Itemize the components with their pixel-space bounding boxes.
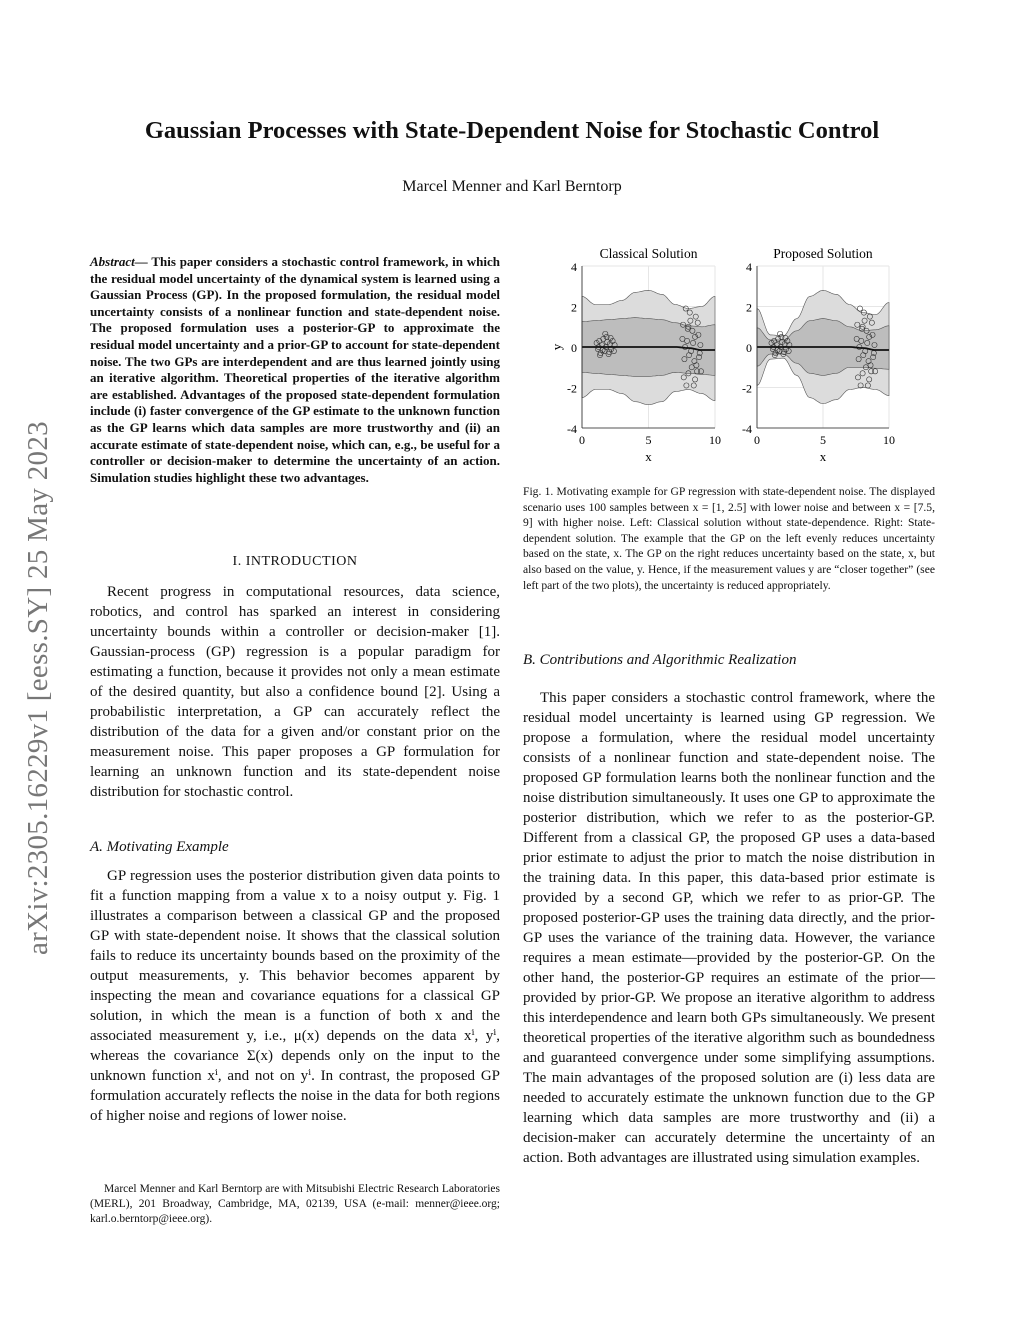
y-tick-label: -2 bbox=[567, 381, 577, 396]
plot-title: Proposed Solution bbox=[773, 246, 873, 261]
y-tick-label: -2 bbox=[742, 381, 752, 396]
motivating-example-paragraph: GP regression uses the posterior distribution given data points to fit a function mapping from a value x to a noisy output y. Fig. 1 illustrates a comparison between a classical GP and the proposed GP with state-dependent noise. It shows that the classical solution fails to reduce its uncertainty bounds based on the proximity of the output measurements, y. This behavior becomes apparent by inspecting the mean and covariance equations for a classical GP solution, in which the mean is a function of both x and the associated measurement y, i.e., μ(x) depends on the data xⁱ, yⁱ, whereas the covariance Σ(x) depends only on the input to the unknown function xⁱ, and not on yⁱ. In contrast, the proposed GP formulation accurately reflects the noise in the data for both regions of higher noise and regions of lower noise. bbox=[90, 868, 500, 1124]
x-tick-label: 10 bbox=[883, 433, 895, 447]
plot-panel-2 bbox=[742, 246, 895, 464]
abstract-text: This paper considers a stochastic control framework, in which the residual model uncertainty of the dynamical system is learned using a Gaussian Process (GP). In the proposed formulation, the residual model uncertainty consists of a nonlinear function and state-dependent noise. The proposed formulation uses a posterior-GP to approximate the residual model uncertainty and a prior-GP to account for state-dependent noise. The two GPs are interdependent and are thus learned jointly using an iterative algorithm. Theoretical properties of the iterative algorithm are established. Advantages of the proposed state-dependent formulation include (i) faster convergence of the GP estimate to the unknown function as the GP learns which data samples are more trustworthy and (ii) an accurate estimate of state-dependent noise, which can, e.g., be useful for a controller or decision-maker to determine the uncertainty of an action. Simulation studies highlight these two advantages. bbox=[90, 254, 500, 485]
y-tick-label: 4 bbox=[571, 260, 577, 274]
abstract-label: Abstract— bbox=[90, 254, 148, 269]
y-tick-label: -4 bbox=[567, 422, 577, 436]
x-tick-label: 0 bbox=[579, 433, 585, 447]
footnote: Marcel Menner and Karl Berntorp are with Mitsubishi Electric Research Laboratories (MERL), 201 Broadway, Cambridge, MA, 02139, USA (e-mail: menner@ieee.org; karl.o.berntorp@ieee.org). bbox=[90, 1183, 500, 1225]
y-tick-label: 2 bbox=[746, 300, 752, 315]
y-axis-label: y bbox=[549, 343, 564, 351]
subsection-heading-motivating-example: A. Motivating Example bbox=[90, 839, 229, 855]
y-tick-label: 0 bbox=[571, 341, 577, 355]
arxiv-identifier: arXiv:2305.16229v1 [eess.SY] 25 May 2023 bbox=[22, 421, 54, 955]
x-tick-label: 10 bbox=[709, 433, 721, 447]
figure-1 bbox=[530, 240, 920, 470]
x-tick-label: 0 bbox=[754, 433, 760, 447]
subsection-heading-contributions: B. Contributions and Algorithmic Realization bbox=[523, 652, 797, 668]
paper-authors: Marcel Menner and Karl Berntorp bbox=[402, 178, 622, 195]
abstract bbox=[90, 254, 500, 486]
contributions-paragraph: This paper considers a stochastic control framework, where the residual model uncertainty is learned using GP regression. We propose a formulation, where the residual model uncertainty consists of a nonlinear function and state-dependent noise. The proposed GP formulation learns both the nonlinear function and the noise distribution simultaneously. It uses one GP to approximate the posterior distribution, which we refer to as the posterior-GP. Different from a classical GP, the proposed GP uses a data-based prior estimate to adjust the prior to match the noise distribution in the training data. In this paper, this data-based prior estimate is provided by a second GP, which we refer to as prior-GP. The proposed posterior-GP uses the training data directly, and the prior-GP uses the variance of the training data. However, the variance requires a mean estimate—provided by the posterior-GP. On the other hand, the posterior-GP requires an estimate of the prior—provided by prior-GP. We propose an iterative algorithm to address this interdependence and learn both GPs simultaneously. We present theoretical properties of the iterative algorithm such as boundedness and guaranteed convergence under some simplifying assumptions. The main advantages of the proposed solution are (i) less data are needed to accurately estimate the unknown function due to the GP learning which data samples are more trustworthy and (ii) a decision-maker can accurately determine the uncertainty of an action. Both advantages are illustrated using simulation examples. bbox=[523, 690, 935, 1166]
x-tick-label: 5 bbox=[820, 433, 826, 447]
y-tick-label: 0 bbox=[746, 341, 752, 355]
introduction-paragraph: Recent progress in computational resources, data science, robotics, and control has sparked an interest in considering uncertainty bounds within a controller or decision-maker [1]. Gaussian-process (GP) regression is a popular paradigm for estimating a function, because it provides not only a mean estimate of the desired quantity, but also a confidence bound [2]. Using a probabilistic interpretation, a GP can accurately reflect the distribution of the data for a given and/or constant prior on the measurement noise. This paper proposes a GP formulation for learning an unknown function and its state-dependent noise distribution for stochastic control. bbox=[90, 584, 500, 800]
y-tick-label: -4 bbox=[742, 422, 752, 436]
y-tick-label: 2 bbox=[571, 300, 577, 315]
plot-title: Classical Solution bbox=[599, 246, 698, 261]
y-tick-label: 4 bbox=[746, 260, 752, 274]
x-axis-label: x bbox=[645, 449, 652, 464]
plot-panel-1 bbox=[549, 246, 721, 464]
x-tick-label: 5 bbox=[645, 433, 652, 447]
paper-title: Gaussian Processes with State-Dependent Noise for Stochastic Control bbox=[144, 117, 880, 144]
section-heading-introduction: I. INTRODUCTION bbox=[232, 554, 358, 569]
x-axis-label: x bbox=[819, 449, 827, 464]
figure-caption: Fig. 1. Motivating example for GP regression with state-dependent noise. The displayed scenario uses 100 samples between x = [1, 2.5] with lower noise and between x = [7.5, 9] with higher noise. Left: Classical solution without state-dependence. Right: State-dependent solution. The example that the GP on the left evenly reduces uncertainty based on the state, x. The GP on the right reduces uncertainty based on the state, x, but also based on the value, y. Hence, if the measurement values y are “closer together” (see left part of the two plots), the uncertainty is reduced appropriately. bbox=[523, 485, 935, 592]
